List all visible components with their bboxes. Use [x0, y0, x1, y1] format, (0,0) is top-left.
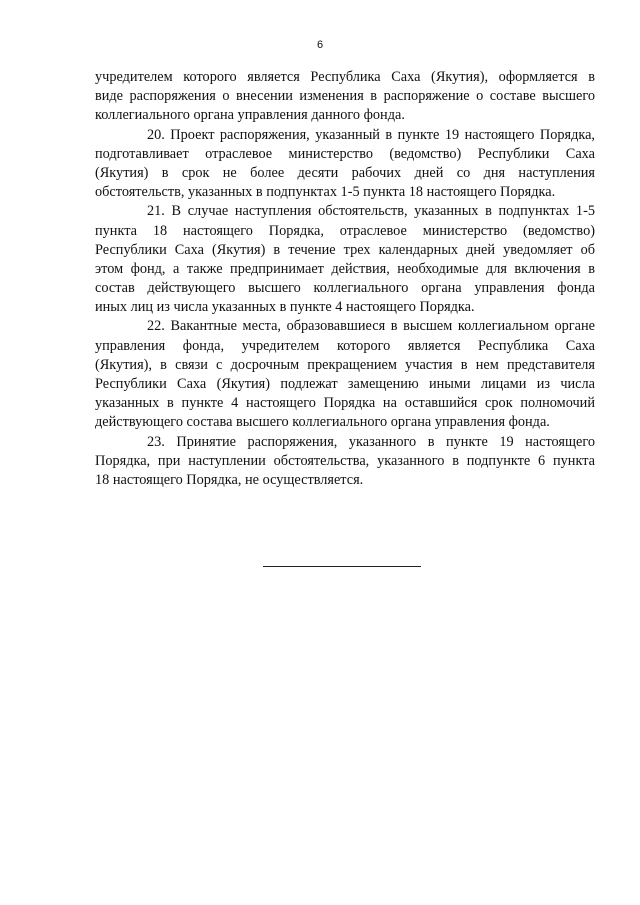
text-line: Порядка, при наступлении обстоятельства, указанного в подпункте 6 пункта [95, 452, 595, 469]
text-line: 18 настоящего Порядка, не осуществляется. [95, 471, 364, 488]
text-line: (Якутия) в срок не более десяти рабочих дней со дня наступления [95, 164, 595, 181]
text-line: управления фонда, учредителем которого является Республика Саха [95, 337, 595, 354]
document-body [95, 68, 595, 490]
text-line: состав действующего высшего коллегиального органа управления фонда [95, 280, 595, 297]
text-line: коллегиального органа управления данного фонда. [95, 107, 405, 124]
text-line: действующего состава высшего коллегиального органа управления фонда. [95, 414, 550, 431]
text-line: 23. Принятие распоряжения, указанного в пункте 19 настоящего [147, 433, 595, 450]
text-line: пункта 18 настоящего Порядка, отраслевое министерство (ведомство) [95, 222, 595, 239]
text-line: обстоятельств, указанных в подпунктах 1-5 пункта 18 настоящего Порядка. [95, 184, 556, 201]
text-line: иных лиц из числа указанных в пункте 4 настоящего Порядка. [95, 299, 475, 316]
paragraph-20 [95, 126, 595, 203]
page-number: 6 [316, 39, 324, 51]
text-line: Республики Саха (Якутия) в течение трех календарных дней уведомляет об [95, 241, 595, 258]
text-line: Республики Саха (Якутия) подлежат замещению иными лицами из числа [95, 376, 595, 392]
paragraph-21 [95, 202, 595, 317]
paragraph-23 [95, 433, 595, 491]
paragraph-22 [95, 317, 595, 432]
paragraph-continuation [95, 68, 595, 126]
text-line: виде распоряжения о внесении изменения в распоряжение о составе высшего [95, 88, 595, 105]
text-line: этом фонд, а также предпринимает действия, необходимые для включения в [95, 260, 595, 277]
text-line: подготавливает отраслевое министерство (ведомство) Республики Саха [95, 145, 595, 162]
text-line: учредителем которого является Республика Саха (Якутия), оформляется в [95, 69, 595, 85]
text-line: указанных в пункте 4 настоящего Порядка на оставшийся срок полномочий [95, 395, 595, 412]
text-line: 21. В случае наступления обстоятельств, указанных в подпунктах 1-5 [147, 203, 595, 220]
text-line: (Якутия), в связи с досрочным прекращением участия в нем представителя [95, 356, 595, 373]
text-line: 22. Вакантные места, образовавшиеся в высшем коллегиальном органе [147, 318, 595, 335]
end-separator-line [263, 566, 421, 567]
text-line: 20. Проект распоряжения, указанный в пункте 19 настоящего Порядка, [147, 126, 595, 143]
